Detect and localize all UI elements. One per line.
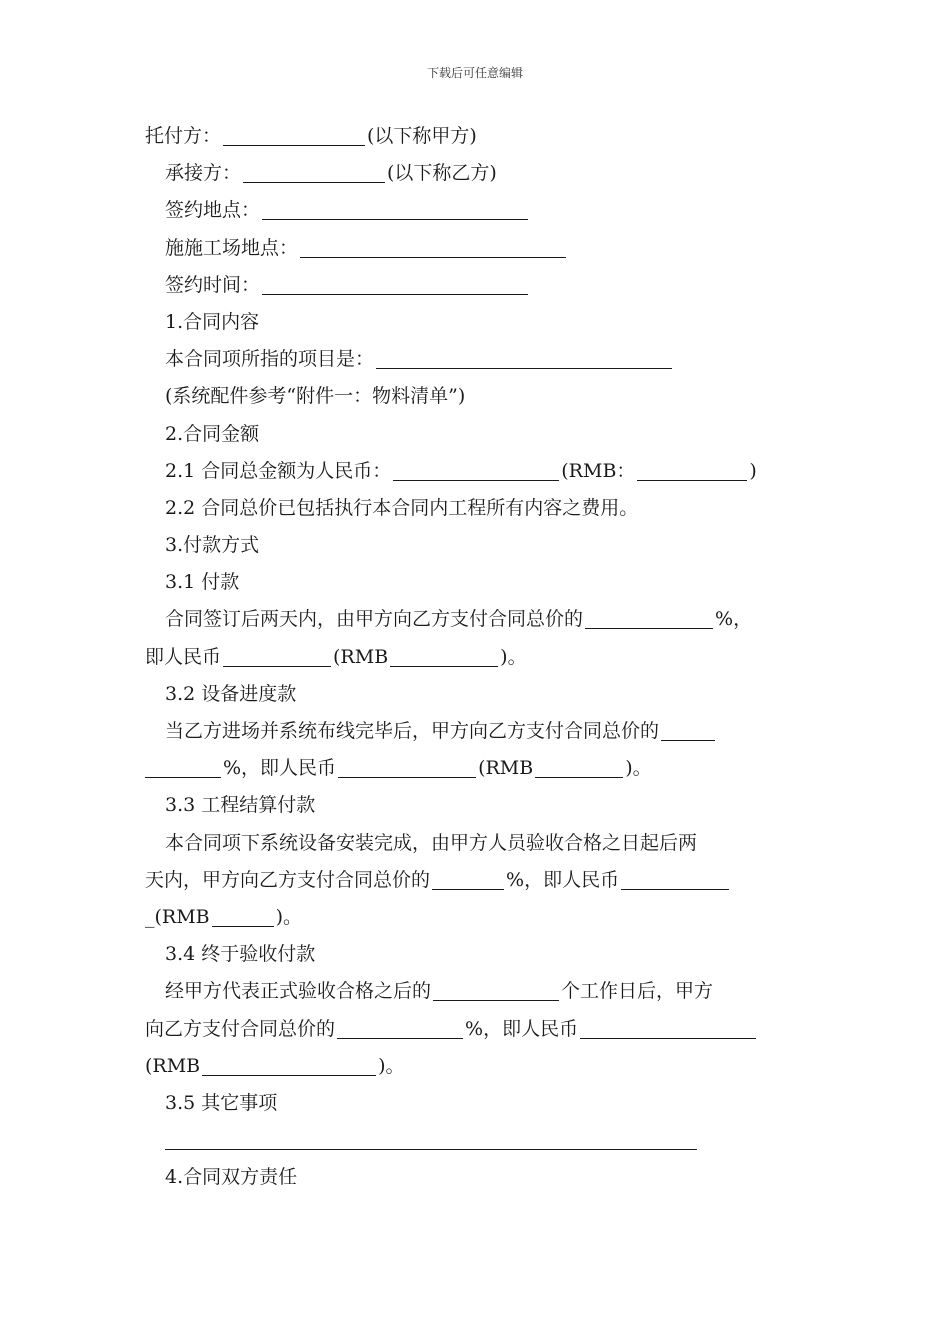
clause-3-1-line-2 (145, 639, 815, 676)
clause-3-1-rmb-open: (RMB (333, 645, 389, 668)
consignor-label: 托付方： (145, 125, 222, 147)
contract-body (145, 118, 815, 1196)
clause-3-2-percent-blank-2[interactable] (145, 753, 221, 778)
clause-3-4-rmb-label: %，即人民币 (465, 1017, 579, 1040)
clause-3-2-rmb-label: %，即人民币 (223, 757, 337, 780)
section-1-title: 1.合同内容 (165, 310, 260, 333)
section-4-title: 4.合同双方责任 (165, 1166, 298, 1189)
clause-3-5-blank-line (145, 1122, 815, 1159)
total-amount-line (145, 453, 815, 490)
clause-3-3-rmb-blank[interactable] (621, 865, 729, 890)
clause-3-2-rmb-blank[interactable] (338, 753, 476, 778)
clause-3-4-rmb-open: (RMB (145, 1054, 201, 1077)
clause-3-1-percent: %， (715, 608, 753, 631)
clause-3-4-days-blank[interactable] (433, 976, 559, 1001)
sign-place-label: 签约地点： (165, 199, 261, 222)
clause-3-4-close: )。 (378, 1054, 405, 1077)
sign-time-line (145, 267, 815, 304)
clause-3-3-line-2 (145, 862, 815, 899)
clause-3-4-text: 经甲方代表正式验收合格之后的 (165, 980, 432, 1003)
clause-3-3-line-3 (145, 899, 815, 936)
clause-3-3-rmb-label: %，即人民币 (506, 868, 620, 891)
clause-3-2-line-2 (145, 750, 815, 787)
sign-time-label: 签约时间： (165, 273, 261, 296)
section-2-title: 2.合同金额 (165, 422, 260, 445)
sign-place-line (145, 192, 815, 229)
clause-3-4-line-3 (145, 1048, 815, 1085)
clause-3-2-rmb-blank-2[interactable] (535, 753, 623, 778)
clause-3-3-rmb-blank-2[interactable] (212, 902, 274, 927)
clause-3-3-line-1: 本合同项下系统设备安装完成，由甲方人员验收合格之日起后两 (165, 831, 698, 854)
total-amount-blank[interactable] (393, 456, 559, 481)
clause-3-3-close: )。 (275, 905, 303, 928)
clause-3-1-percent-blank[interactable] (585, 604, 713, 629)
contractor-line (145, 155, 815, 192)
materials-note: (系统配件参考“附件一：物料清单”) (165, 385, 466, 408)
contractor-suffix: (以下称乙方) (387, 162, 497, 185)
clause-3-1-rmb-blank-2[interactable] (390, 642, 498, 667)
sign-time-blank[interactable] (262, 270, 528, 295)
clause-3-2-percent-blank[interactable] (661, 716, 715, 741)
project-line (145, 341, 815, 378)
consignor-blank[interactable] (223, 121, 365, 146)
project-label: 本合同项所指的项目是： (165, 348, 375, 371)
clause-3-1-close: )。 (500, 645, 527, 668)
rmb-blank[interactable] (637, 456, 747, 481)
clause-3-2-close: )。 (625, 757, 652, 780)
rmb-close: ) (749, 459, 757, 482)
section-3-title: 3.付款方式 (165, 534, 260, 557)
clause-3-4-text-3: 向乙方支付合同总价的 (145, 1017, 336, 1040)
clause-2-2: 2.2 合同总价已包括执行本合同内工程所有内容之费用。 (165, 496, 639, 519)
site-place-label: 施施工场地点： (165, 236, 299, 259)
contractor-blank[interactable] (243, 158, 385, 183)
clause-3-1-rmb-blank[interactable] (223, 642, 331, 667)
site-place-blank[interactable] (300, 233, 566, 258)
clause-3-1-text: 合同签订后两天内，由甲方向乙方支付合同总价的 (165, 608, 584, 631)
sign-place-blank[interactable] (262, 195, 528, 220)
project-blank[interactable] (376, 344, 672, 369)
clause-3-4-line-1 (145, 973, 815, 1010)
total-amount-label: 2.1 合同总金额为人民币： (165, 459, 392, 482)
clause-3-1-title: 3.1 付款 (165, 571, 240, 594)
clause-3-5-title: 3.5 其它事项 (165, 1091, 278, 1114)
clause-3-2-text: 当乙方进场并系统布线完毕后，甲方向乙方支付合同总价的 (165, 720, 660, 742)
clause-3-3-rmb-open: _(RMB (145, 905, 210, 928)
clause-3-4-rmb-blank[interactable] (580, 1014, 756, 1039)
clause-3-1-line-1 (145, 601, 815, 638)
consignor-line (145, 118, 815, 155)
clause-3-2-line-1 (145, 713, 815, 750)
consignor-suffix: (以下称甲方) (367, 125, 477, 147)
clause-3-5-blank[interactable] (165, 1125, 697, 1150)
page-header: 下载后可任意编辑 (426, 66, 523, 80)
contractor-label: 承接方： (165, 162, 242, 185)
clause-3-4-title: 3.4 终于验收付款 (165, 943, 316, 966)
clause-3-3-title: 3.3 工程结算付款 (165, 794, 316, 817)
clause-3-3-text: 天内，甲方向乙方支付合同总价的 (145, 868, 431, 891)
clause-3-4-percent-blank[interactable] (337, 1014, 463, 1039)
clause-3-1-rmb-label: 即人民币 (145, 645, 222, 668)
clause-3-4-text-2: 个工作日后，甲方 (561, 980, 714, 1003)
rmb-open: (RMB： (561, 459, 636, 482)
site-place-line (145, 230, 815, 267)
clause-3-3-percent-blank[interactable] (432, 865, 504, 890)
clause-3-4-line-2 (145, 1011, 815, 1048)
clause-3-4-rmb-blank-2[interactable] (202, 1051, 376, 1076)
clause-3-2-title: 3.2 设备进度款 (165, 682, 297, 705)
clause-3-2-rmb-open: (RMB (478, 757, 534, 780)
